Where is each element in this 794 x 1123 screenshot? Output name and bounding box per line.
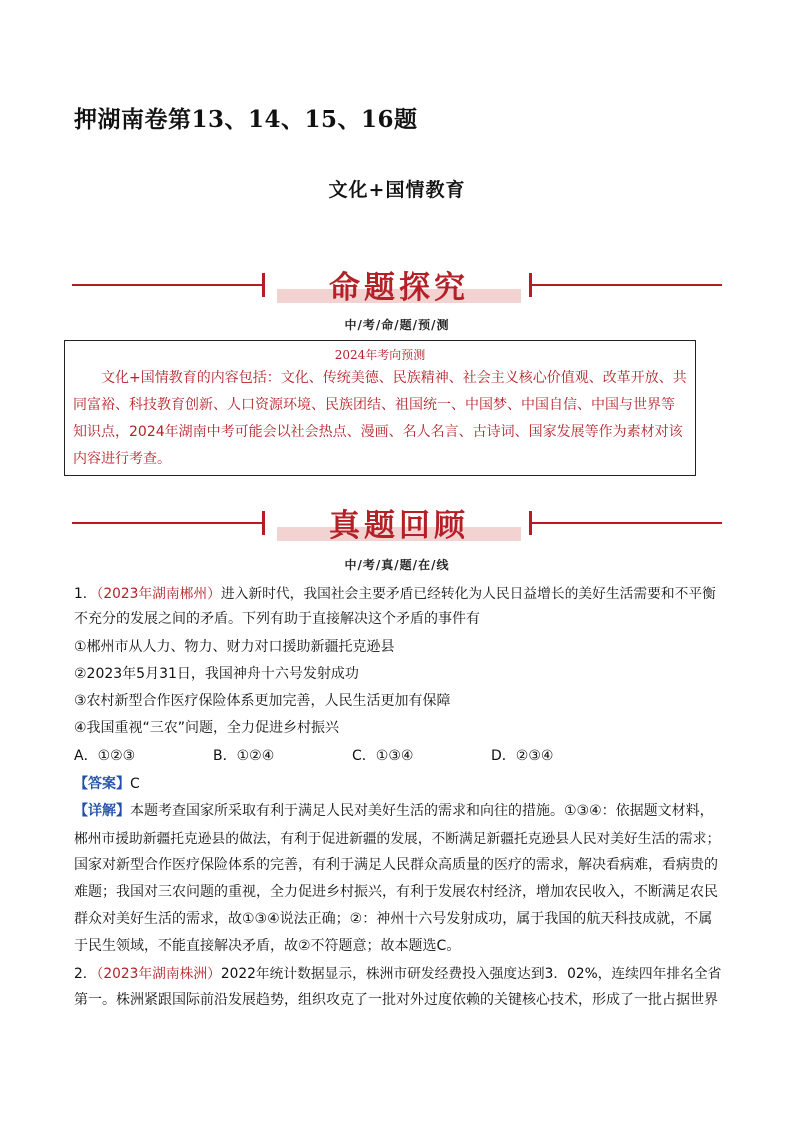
- section-heading: 真题回顾: [329, 508, 469, 544]
- section-subheading: 中/考/命/题/预/测: [344, 318, 450, 332]
- section-heading: 命题探究: [329, 270, 469, 306]
- question-source: （2023年湖南株洲）: [96, 966, 221, 982]
- option-c: C．①③④: [352, 748, 414, 764]
- question-1-stem-line: 不充分的发展之间的矛盾。下列有助于直接解决这个矛盾的事件有: [74, 611, 480, 627]
- question-stem: 进入新时代，我国社会主要矛盾已经转化为人民日益增长的美好生活需要和不平衡: [220, 586, 716, 602]
- question-source: （2023年湖南郴州）: [96, 586, 221, 602]
- detail-tag: 【详解】: [74, 803, 130, 819]
- detail-line: 于民生领域，不能直接解决矛盾，故②不符题意；故本题选C。: [74, 938, 461, 954]
- option-d: D．②③④: [491, 748, 554, 764]
- detail-line: 郴州市援助新疆托克逊县的做法，有利于促进新疆的发展，不断满足新疆托克逊县人民对美好生活的需求；: [74, 831, 721, 847]
- detail-line: [74, 800, 714, 820]
- document-subtitle: 文化+国情教育: [328, 179, 466, 201]
- question-item: ④我国重视“三农”问题，全力促进乡村振兴: [74, 720, 340, 736]
- option-b: B．①②④: [213, 748, 275, 764]
- answer-value: C: [130, 776, 140, 792]
- detail-text: 本题考查国家所采取有利于满足人民对美好生活的需求和向往的措施。①③④：依据题文材料，: [130, 803, 714, 819]
- detail-line: 难题；我国对三农问题的重视，全力促进乡村振兴，有利于发展农村经济，增加农民收入，不断满足农民: [74, 884, 718, 900]
- detail-line: 国家对新型合作医疗保险体系的完善，有利于满足人民群众高质量的医疗的需求，解决看病难，看病贵的: [74, 857, 718, 873]
- question-options: [74, 745, 630, 765]
- question-item: ②2023年5月31日，我国神舟十六号发射成功: [74, 666, 359, 682]
- question-2-stem-line: [74, 962, 721, 982]
- question-item: ③农村新型合作医疗保险体系更加完善，人民生活更加有保障: [74, 693, 451, 709]
- prediction-box-title: 2024年考向预测: [334, 348, 426, 362]
- option-a: A．①②③: [74, 748, 136, 764]
- question-item: ①郴州市从人力、物力、财力对口援助新疆托克逊县: [74, 639, 395, 655]
- section-subheading: 中/考/真/题/在/线: [344, 558, 450, 572]
- answer-line: [74, 773, 140, 793]
- question-2-stem-line: 第一。株洲紧跟国际前沿发展趋势，组织攻克了一批对外过度依赖的关键核心技术，形成了一批占据世界: [74, 992, 718, 1008]
- question-1-stem-line: [74, 582, 716, 602]
- question-stem: 2022年统计数据显示，株洲市研发经费投入强度达到3．02%，连续四年排名全省: [220, 966, 722, 982]
- question-number: 2．: [74, 966, 97, 982]
- detail-line: 群众对美好生活的需求，故①③④说法正确；②：神州十六号发射成功，属于我国的航天科技成就，不属: [74, 911, 713, 927]
- answer-tag: 【答案】: [74, 776, 130, 792]
- prediction-box-text: 文化+国情教育的内容包括：文化、传统美德、民族精神、社会主义核心价值观、改革开放、共同富裕、科技教育创新、人口资源环境、民族团结、祖国统一、中国梦、中国自信、中国与世界等知识点，2024年湖南中考可能会以社会热点、漫画、名人名言、古诗词、国家发展等作为素材对该内容进行考查。: [73, 370, 687, 467]
- prediction-box: [64, 340, 696, 476]
- document-title: 押湖南卷第13、14、15、16题: [74, 106, 418, 133]
- question-number: 1．: [74, 586, 97, 602]
